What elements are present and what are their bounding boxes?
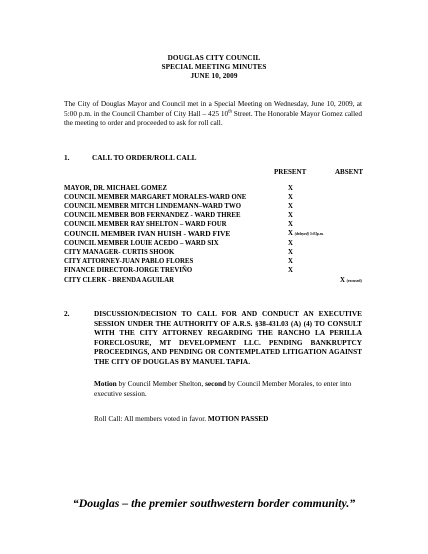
roll-present-mark — [288, 249, 293, 257]
present-column-header: PRESENT — [274, 168, 307, 176]
motion-result: MOTION PASSED — [207, 414, 269, 423]
roll-name: CITY ATTORNEY-JUAN PABLO FLORES — [64, 258, 194, 265]
roll-name: FINANCE DIRECTOR-JORGE TREVIÑO — [64, 267, 193, 274]
roll-name: COUNCIL MEMBER LOUIE ACEDO – WARD SIX — [64, 240, 219, 247]
section-2-number: 2. — [64, 309, 70, 318]
roll-name: COUNCIL MEMBER IVAN HUISH - WARD FIVE — [64, 229, 231, 238]
roll-name: COUNCIL MEMBER MARGARET MORALES-WARD ONE — [64, 194, 247, 201]
section-2-agenda-item: DISCUSSION/DECISION TO CALL FOR AND CONDUCT AN EXECUTIVE SESSION UNDER THE AUTHORITY OF A.R.S. §38-431.03 (A) (4) TO CONSULT WITH THE CITY ATTORNEY REGARDING THE RANCHO LA PERILLA FORECLOSURE, MT DEVELOPMENT LLC. PENDING BANKRUPTCY PROCEEDINGS, AND PENDING OR CONTEMPLATED LITIGATION AGAINST THE CITY OF DOUGLAS BY MANUEL TAPIA. — [94, 309, 362, 366]
present-x: X — [288, 240, 293, 247]
excused-note: (excused) — [346, 279, 362, 283]
intro-paragraph — [64, 99, 362, 128]
roll-name: COUNCIL MEMBER BOB FERNANDEZ - WARD THREE — [64, 212, 241, 219]
city-slogan: “Douglas – the premier southwestern border community.” — [72, 496, 356, 510]
roll-call-text: Roll Call: All members voted in favor. — [94, 414, 208, 423]
present-x: X — [288, 258, 293, 265]
roll-present-mark — [288, 267, 293, 275]
meeting-date: JUNE 10, 2009 — [190, 72, 238, 80]
roll-present-mark — [288, 194, 293, 202]
roll-absent-mark — [340, 277, 362, 285]
present-x: X — [288, 267, 293, 274]
present-x: X — [288, 194, 293, 201]
roll-present-mark — [288, 230, 324, 238]
section-1-title: CALL TO ORDER/ROLL CALL — [92, 153, 197, 162]
roll-present-mark — [288, 203, 293, 211]
second-label: second — [205, 379, 227, 388]
present-x: X — [288, 203, 293, 210]
roll-present-mark — [288, 258, 293, 266]
roll-present-mark — [288, 240, 293, 248]
delayed-note: (delayed) 5:03p.m. — [294, 232, 324, 236]
present-x: X — [288, 249, 293, 256]
present-x: X — [288, 185, 293, 192]
motion-seconder: by Council Member Morales, to enter into executive session. — [94, 379, 352, 398]
motion-mover: by Council Member Shelton, — [116, 379, 206, 388]
present-x: X — [288, 230, 293, 237]
absent-column-header: ABSENT — [335, 168, 364, 176]
roll-name: MAYOR, DR. MICHAEL GOMEZ — [64, 185, 168, 192]
motion-label: Motion — [94, 379, 117, 388]
roll-name: COUNCIL MEMBER RAY SHELTON – WARD FOUR — [64, 221, 227, 228]
present-x: X — [288, 221, 293, 228]
roll-call-vote — [94, 414, 362, 424]
motion-paragraph — [94, 379, 362, 398]
roll-name: CITY CLERK - BRENDA AGUILAR — [64, 277, 175, 284]
council-name: DOUGLAS CITY COUNCIL — [167, 54, 261, 62]
roll-name: CITY MANAGER- CURTIS SHOOK — [64, 249, 175, 256]
present-x: X — [288, 212, 293, 219]
roll-present-mark — [288, 212, 293, 220]
absent-x: X — [340, 277, 345, 284]
roll-present-mark — [288, 185, 293, 193]
document-title: SPECIAL MEETING MINUTES — [161, 63, 267, 71]
roll-name: COUNCIL MEMBER MITCH LINDEMANN–WARD TWO — [64, 203, 241, 210]
intro-text-part2: Street. The Honorable Mayor Gomez called the meeting to order and proceeded to ask for roll call. — [64, 108, 363, 127]
intro-superscript: th — [228, 109, 232, 115]
roll-present-mark — [288, 221, 293, 229]
section-1-number: 1. — [64, 153, 70, 162]
intro-text-part1: The City of Douglas Mayor and Council met in a Special Meeting on Wednesday, June 10, 2009, at 5:00 p.m. in the Council Chamber of City Hall – 425 10 — [64, 99, 362, 118]
